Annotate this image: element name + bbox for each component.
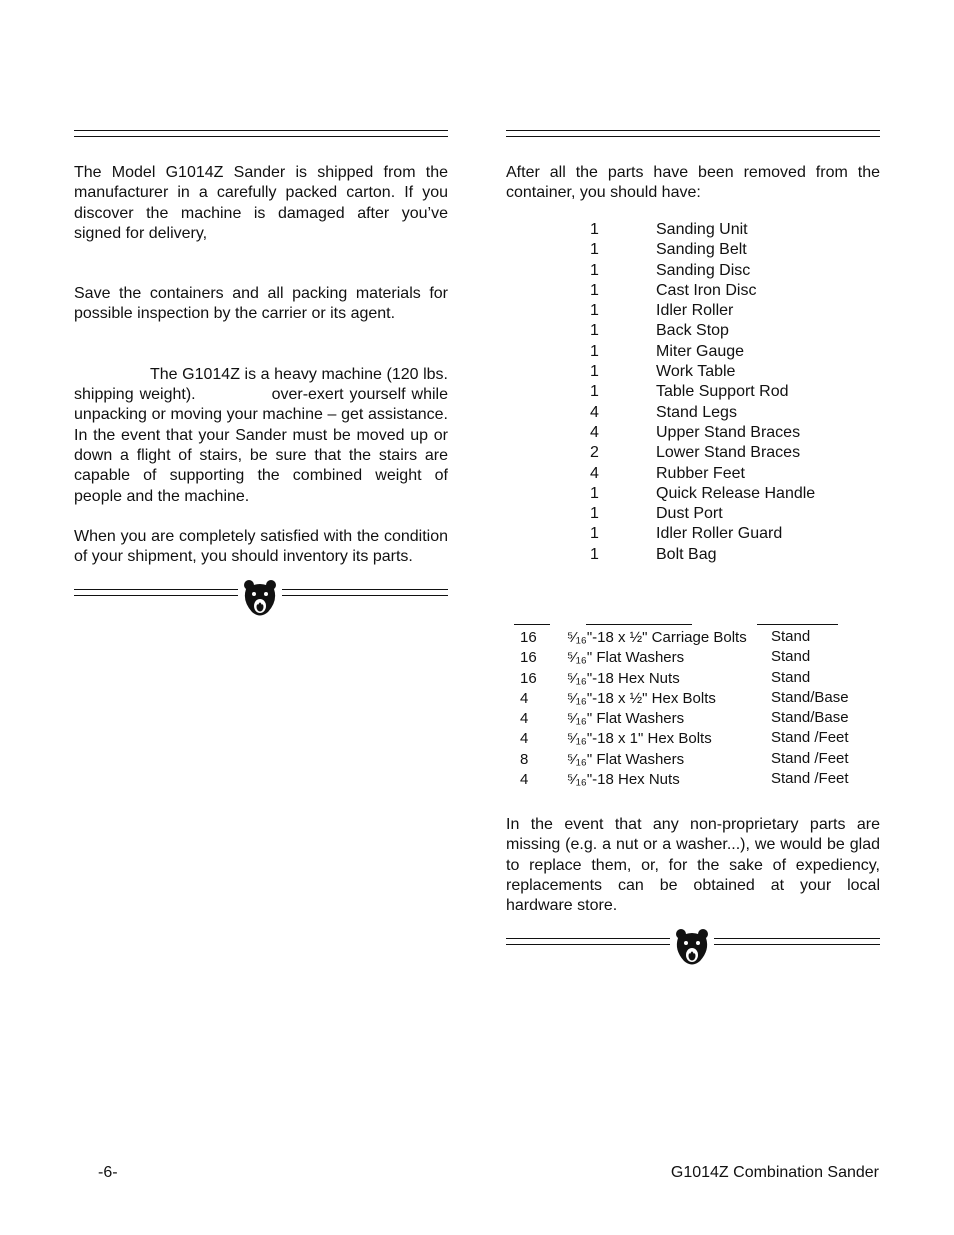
right-column bbox=[506, 130, 880, 990]
bear-divider bbox=[506, 928, 880, 968]
table-row bbox=[506, 770, 880, 790]
header-rule-qty bbox=[514, 624, 550, 625]
table-row bbox=[506, 689, 880, 709]
inventory-item: Idler Roller bbox=[656, 302, 734, 320]
inventory-item: Miter Gauge bbox=[656, 342, 745, 360]
header-rule-location bbox=[757, 624, 838, 625]
table-row bbox=[506, 750, 880, 770]
inventory-qty: 4 bbox=[590, 423, 599, 441]
inventory-item: Sanding Unit bbox=[656, 221, 748, 238]
inventory-row bbox=[590, 342, 815, 362]
hardware-location: Stand bbox=[771, 628, 811, 645]
page-number: -6- bbox=[98, 1164, 118, 1181]
hardware-qty: 16 bbox=[520, 669, 537, 687]
manual-title: G1014Z Combination Sander bbox=[670, 1164, 879, 1181]
inventory-item: Idler Roller Guard bbox=[656, 525, 783, 543]
inventory-qty: 2 bbox=[590, 444, 599, 462]
inventory-item: Sanding Disc bbox=[656, 261, 751, 279]
hardware-location: Stand/Base bbox=[771, 688, 849, 706]
hardware-qty: 4 bbox=[520, 730, 529, 748]
hardware-table bbox=[506, 628, 880, 790]
table-row bbox=[506, 729, 880, 749]
inventory-intro-paragraph: After all the parts have been removed from the container, you should have: bbox=[506, 164, 880, 202]
inventory-row bbox=[590, 524, 815, 544]
hardware-description: ⁵⁄₁₆" Flat Washers bbox=[567, 710, 685, 728]
inventory-instruction-paragraph: When you are completely satisfied with the condition of your shipment, you should inventory its parts. bbox=[74, 527, 448, 566]
inventory-qty: 1 bbox=[590, 302, 599, 320]
table-row bbox=[506, 669, 880, 689]
bear-divider bbox=[74, 579, 448, 619]
inventory-qty: 1 bbox=[590, 383, 599, 401]
inventory-qty: 1 bbox=[590, 505, 599, 523]
inventory-row bbox=[590, 403, 815, 423]
inventory-row bbox=[590, 545, 815, 565]
hardware-description: ⁵⁄₁₆" Flat Washers bbox=[567, 750, 685, 768]
heavy-machine-text-2: over-exert yourself while unpacking or moving your machine – get assistance. In the event that your Sander must be moved up or down a flight of stairs, be sure that the stairs are capable of supporting the combined weight of people and the machine. bbox=[74, 386, 448, 505]
inventory-row bbox=[590, 382, 815, 402]
divider-line-right bbox=[714, 938, 880, 945]
hardware-table-header bbox=[506, 624, 880, 626]
inventory-row bbox=[590, 423, 815, 443]
bear-head-icon bbox=[674, 928, 710, 968]
inventory-item: Back Stop bbox=[656, 322, 729, 340]
hardware-location: Stand /Feet bbox=[771, 770, 849, 788]
inventory-row bbox=[590, 362, 815, 382]
hardware-description: ⁵⁄₁₆"-18 x 1" Hex Bolts bbox=[567, 730, 712, 748]
section-header-rule bbox=[74, 130, 448, 137]
inventory-list bbox=[590, 220, 815, 565]
header-rule-description bbox=[586, 624, 692, 625]
divider-line-left bbox=[506, 938, 670, 945]
hardware-description: ⁵⁄₁₆"-18 x ½" Hex Bolts bbox=[567, 689, 716, 707]
missing-parts-paragraph: In the event that any non-proprietary parts are missing (e.g. a nut or a washer...), we would be glad to replace them, or, for the sake of expediency, replacements can be obtained at your local hardware store. bbox=[506, 816, 880, 915]
inventory-row bbox=[590, 464, 815, 484]
inventory-item: Stand Legs bbox=[656, 403, 737, 421]
hardware-qty: 4 bbox=[520, 710, 529, 728]
hardware-qty: 4 bbox=[520, 771, 529, 789]
inventory-row bbox=[590, 220, 815, 240]
section-header-rule bbox=[506, 130, 880, 137]
inventory-qty: 4 bbox=[590, 464, 599, 482]
inventory-qty: 1 bbox=[590, 281, 599, 299]
inventory-item: Dust Port bbox=[656, 505, 723, 523]
inventory-qty: 1 bbox=[590, 484, 599, 502]
hardware-description: ⁵⁄₁₆" Flat Washers bbox=[567, 649, 685, 667]
inventory-item: Work Table bbox=[656, 363, 736, 381]
hardware-description: ⁵⁄₁₆"-18 Hex Nuts bbox=[567, 771, 680, 789]
table-row bbox=[506, 709, 880, 729]
hardware-location: Stand bbox=[771, 668, 811, 686]
inventory-row bbox=[590, 240, 815, 260]
inventory-qty: 1 bbox=[590, 261, 599, 279]
hardware-location: Stand /Feet bbox=[771, 749, 849, 767]
inventory-row bbox=[590, 281, 815, 301]
heavy-machine-paragraph bbox=[74, 365, 448, 507]
hardware-location: Stand bbox=[771, 648, 811, 666]
bear-head-icon bbox=[242, 579, 278, 619]
inventory-row bbox=[590, 484, 815, 504]
table-row bbox=[506, 628, 880, 648]
hardware-qty: 8 bbox=[520, 750, 529, 768]
inventory-item: Lower Stand Braces bbox=[656, 444, 801, 462]
inventory-item: Sanding Belt bbox=[656, 241, 747, 259]
divider-line-right bbox=[282, 589, 448, 596]
inventory-qty: 1 bbox=[590, 545, 599, 563]
inventory-qty: 1 bbox=[590, 525, 599, 543]
inventory-row bbox=[590, 261, 815, 281]
hardware-location: Stand /Feet bbox=[771, 729, 849, 747]
hardware-description: ⁵⁄₁₆"-18 x ½" Carriage Bolts bbox=[567, 629, 747, 646]
inventory-item: Table Support Rod bbox=[656, 383, 789, 401]
hardware-qty: 16 bbox=[520, 629, 537, 646]
receiving-paragraph: The Model G1014Z Sander is shipped from the manufacturer in a carefully packed carton. If you discover the machine is damaged after you’ve signed for delivery, bbox=[74, 164, 448, 242]
inventory-qty: 1 bbox=[590, 342, 599, 360]
table-row bbox=[506, 648, 880, 668]
inventory-qty: 1 bbox=[590, 322, 599, 340]
inventory-qty: 1 bbox=[590, 221, 599, 238]
inventory-row bbox=[590, 301, 815, 321]
inventory-row bbox=[590, 504, 815, 524]
inventory-item: Bolt Bag bbox=[656, 545, 717, 563]
left-column bbox=[74, 130, 448, 619]
hardware-description: ⁵⁄₁₆"-18 Hex Nuts bbox=[567, 669, 680, 687]
inventory-qty: 1 bbox=[590, 241, 599, 259]
inventory-item: Rubber Feet bbox=[656, 464, 745, 482]
inventory-qty: 1 bbox=[590, 363, 599, 381]
inventory-row bbox=[590, 321, 815, 341]
inventory-item: Quick Release Handle bbox=[656, 484, 816, 502]
heavy-machine-text-1: The G1014Z is a heavy machine (120 lbs. shipping weight). bbox=[74, 365, 448, 404]
save-containers-paragraph: Save the containers and all packing materials for possible inspection by the carrier or its agent. bbox=[74, 285, 448, 323]
hardware-qty: 16 bbox=[520, 649, 537, 667]
inventory-qty: 4 bbox=[590, 403, 599, 421]
inventory-item: Upper Stand Braces bbox=[656, 423, 801, 441]
inventory-item: Cast Iron Disc bbox=[656, 281, 757, 299]
inventory-row bbox=[590, 443, 815, 463]
divider-line-left bbox=[74, 589, 238, 596]
hardware-location: Stand/Base bbox=[771, 709, 849, 727]
hardware-qty: 4 bbox=[520, 689, 529, 707]
